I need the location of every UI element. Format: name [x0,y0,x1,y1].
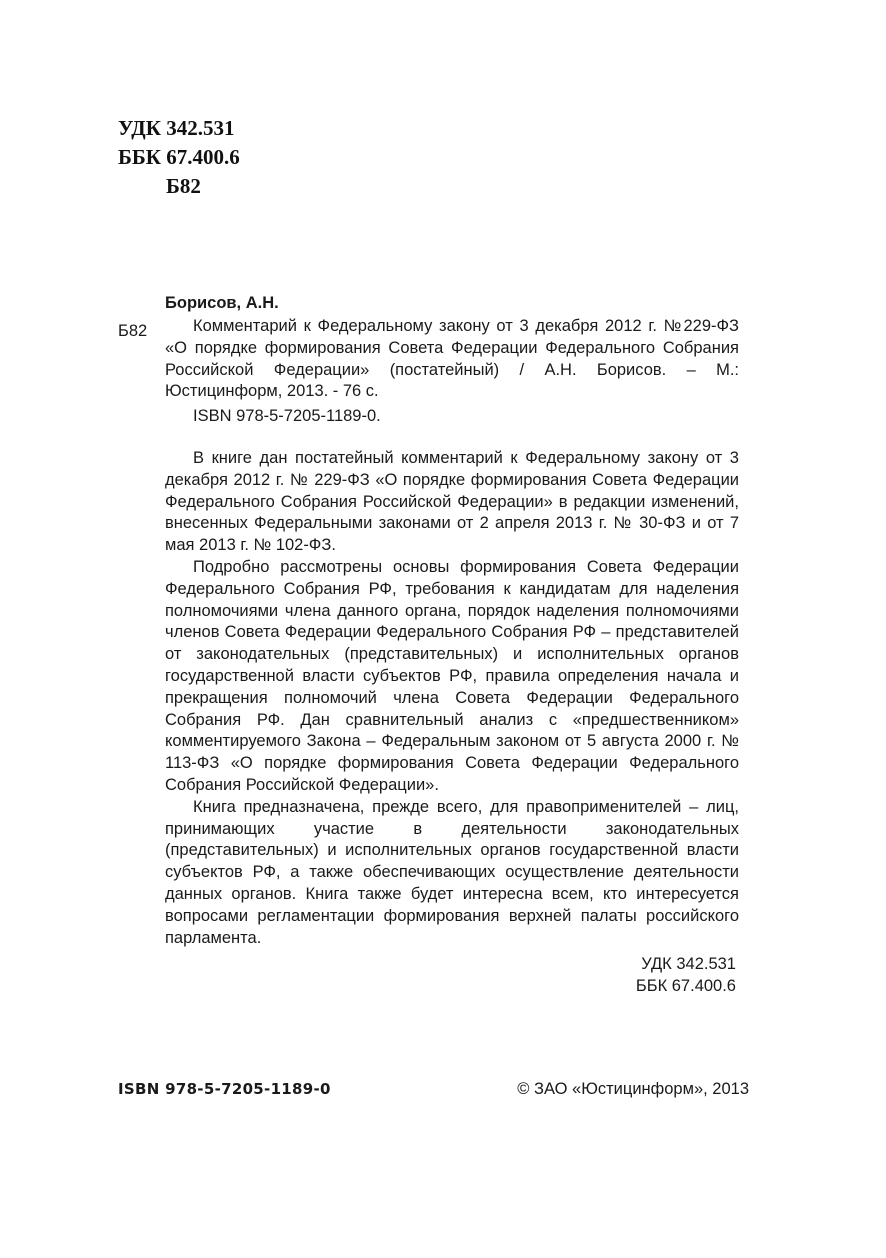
classification-header [118,114,240,201]
bbk-code: ББК 67.400.6 [118,145,240,169]
bibliographic-description [165,316,739,403]
abstract-paragraph: Подробно рассмотрены основы формирования Совета Федерации Федерального Собрания РФ, требования к кандидатам для наделения полномочиями члена данного органа, порядок наделения полномочиями членов Совета Федерации Федерального Собрания РФ – представителей от законодательных (представительных) и исполнительных органов государственной власти субъектов РФ, правила определения начала и прекращения полномочий члена Совета Федерации Федерального Собрания РФ. Дан сравнительный анализ с «предшественником» комментируемого Закона – Федеральным законом от 5 августа 2000 г. № 113-ФЗ «О порядке формирования Совета Федерации Федерального Собрания Российской Федерации». [165,557,739,794]
udk-code: УДК 342.531 [118,116,235,140]
author-mark: Б82 [166,174,201,198]
author-mark-side: Б82 [118,322,148,340]
abstract [165,448,739,949]
author-name: Борисов, А.Н. [165,294,279,312]
isbn-footer: ISBN 978-5-7205-1189-0 [118,1080,331,1098]
bbk-code-footer: ББК 67.400.6 [635,977,736,995]
classification-footer [560,953,736,997]
abstract-paragraph: В книге дан постатейный комментарий к Федеральному закону от 3 декабря 2012 г. № 229-ФЗ «О порядке формирования Совета Федерации Федерального Собрания Российской Федерации» в редакции изменений, внесенных Федеральными законами от 2 апреля 2013 г. № 30-ФЗ и от 7 мая 2013 г. № 102-ФЗ. [165,449,739,555]
abstract-paragraph: Книга предназначена, прежде всего, для правоприменителей – лиц, принимающих участие в деятельности законодательных (представительных) и исполнительных органов государственной власти субъектов РФ, а также обеспечивающих осуществление деятельности данных органов. Книга также будет интересна всем, кто интересуется вопросами регламентации формирования верхней палаты российского парламента. [165,797,739,947]
copyright-notice: © ЗАО «Юстицинформ», 2013 [517,1080,749,1098]
isbn-record: ISBN 978-5-7205-1189-0. [193,407,381,425]
description-text: Комментарий к Федеральному закону от 3 декабря 2012 г. №229-ФЗ «О порядке формирования Совета Федерации Федерального Собрания Российской Федерации» (постатейный) / А.Н. Борисов. – М.: Юстицинформ, 2013. - 76 с. [165,317,739,401]
udk-code-footer: УДК 342.531 [641,955,736,973]
